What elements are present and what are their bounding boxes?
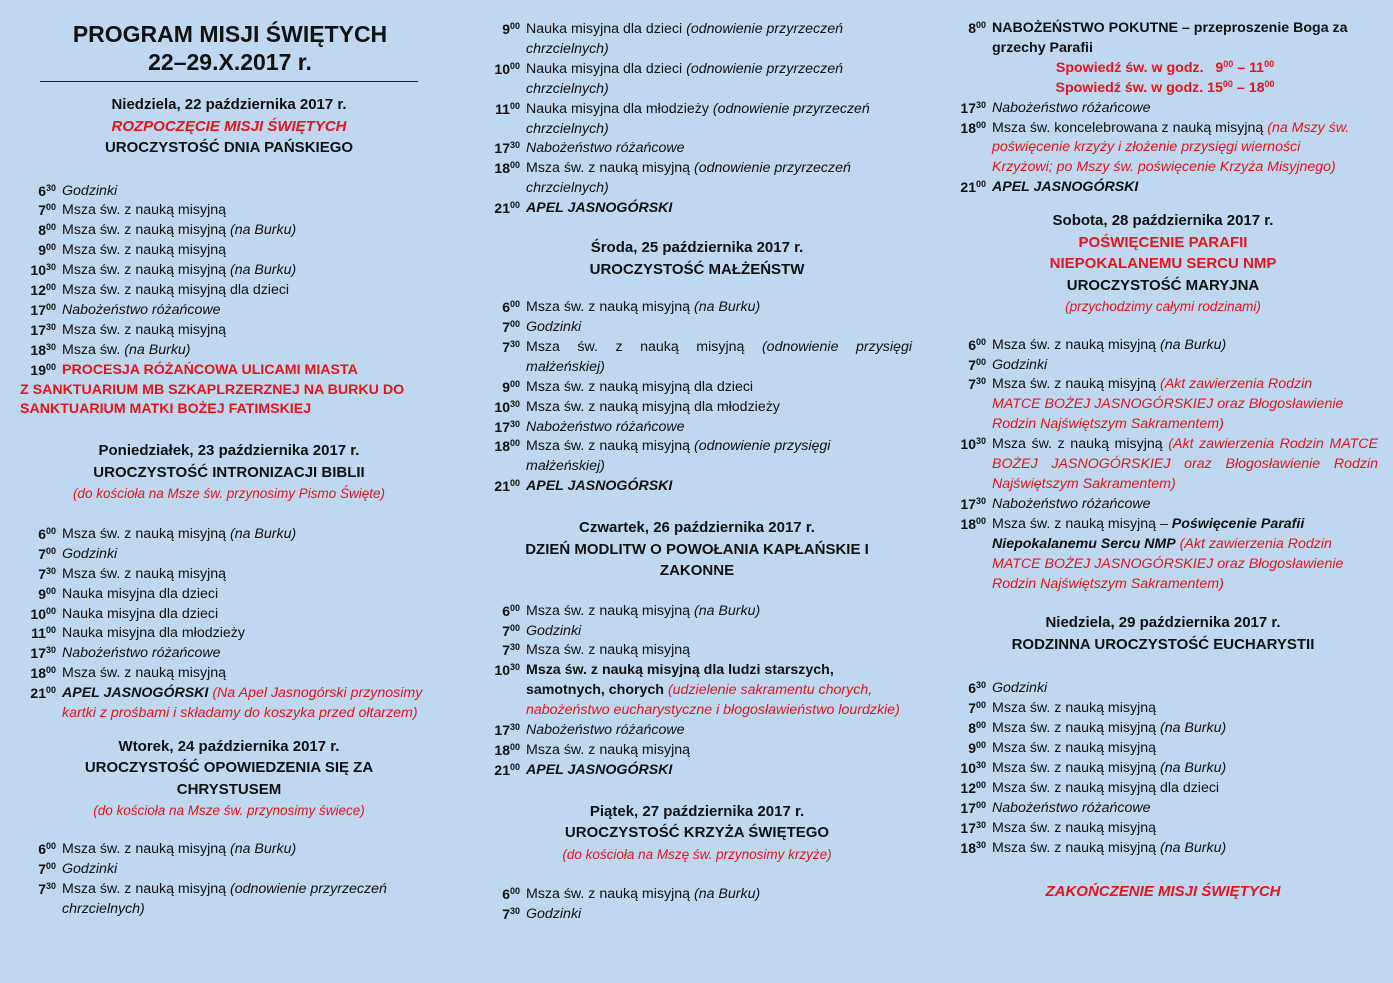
schedule-entry (482, 100, 912, 140)
schedule-list (482, 885, 912, 925)
schedule-entry (18, 644, 440, 664)
entry-text: Msza św. z nauką misyjną (992, 336, 1157, 353)
schedule-entry (482, 20, 912, 60)
schedule-list (18, 840, 440, 920)
entry-time: $7^{00}$ (502, 318, 520, 335)
entry-text: Nabożeństwo różańcowe (62, 301, 221, 318)
day-theme: UROCZYSTOŚĆ DNIA PAŃSKIEGO (104, 139, 354, 156)
entry-text: Msza św. z nauką misyjną (62, 321, 227, 338)
day-theme: UROCZYSTOŚĆ MAŁŻEŃSTW (589, 260, 805, 278)
day-header (482, 517, 912, 582)
entry-text: Msza św. z nauką misyjną (992, 700, 1157, 717)
schedule-entry (18, 525, 440, 545)
entry-text: Msza św. koncelebrowana z nauką misyjną (992, 119, 1264, 136)
day-date: Czwartek, 26 października 2017 r. (579, 519, 815, 537)
schedule-entry (482, 885, 912, 905)
schedule-entry (948, 799, 1378, 819)
entry-note: (odnowienie przyrzeczeń chrzcielnych) (526, 60, 844, 97)
schedule-entry (948, 819, 1378, 839)
schedule-entry (18, 281, 440, 301)
schedule-list (482, 298, 912, 497)
schedule-entry (482, 661, 912, 721)
entry-text: Msza św. z nauką misyjną dla dzieci (62, 282, 290, 299)
procession-line-3: SANKTUARIUM MATKI BOŻEJ FATIMSKIEJ (20, 401, 312, 418)
entry-time: $9^{00}$ (502, 21, 520, 37)
entry-text: Msza św. z nauką misyjną (526, 642, 691, 659)
entry-time: $10^{30}$ (494, 662, 520, 679)
entry-note: (na Burku) (229, 525, 297, 542)
entry-time: $7^{00}$ (38, 545, 56, 562)
day-theme-line-1: DZIEŃ MODLITW O POWOŁANIA KAPŁAŃSKIE I (525, 540, 869, 558)
day-theme: UROCZYSTOŚĆ MARYJNA (1066, 276, 1260, 294)
entry-note: (na Burku) (229, 840, 297, 857)
procession-line-2: Z SANKTUARIUM MB SZKAPLRZERZNEJ NA BURKU DO (20, 381, 405, 398)
entry-text: Msza św. z nauką misyjną dla młodzieży (526, 398, 780, 415)
entry-note: (Akt zawierzenia Rodzin MATCE BOŻEJ JASNOGÓRSKIEJ oraz Błogosławienie Rodzin Najświętszym Sakramentem) (992, 436, 1378, 492)
schedule-entry (948, 719, 1378, 739)
schedule-entry (18, 684, 440, 724)
entry-text: Msza św. z nauką misyjną – (992, 515, 1172, 532)
schedule-entry (18, 301, 440, 321)
entry-time: $18^{00}$ (494, 160, 520, 177)
schedule-entry (948, 739, 1378, 759)
day-header (948, 210, 1378, 318)
entry-text: Msza św. z nauką misyjną (526, 602, 691, 619)
schedule-entry (948, 495, 1378, 515)
entry-text: Godzinki (526, 318, 582, 335)
day-date: Niedziela, 29 października 2017 r. (1045, 614, 1281, 632)
entry-time: $10^{30}$ (30, 262, 56, 279)
entry-note: (na Burku) (1159, 839, 1227, 856)
entry-text: APEL JASNOGÓRSKI (526, 761, 673, 778)
entry-text: Msza św. z nauką misyjną (992, 376, 1157, 393)
entry-time: $10^{30}$ (494, 398, 520, 415)
schedule-list (948, 679, 1378, 858)
schedule-entry (18, 605, 440, 625)
schedule-entry (18, 201, 440, 221)
day-date: Niedziela, 22 października 2017 r. (111, 96, 347, 113)
day-theme-line-2: ZAKONNE (659, 562, 735, 580)
entry-time: $7^{30}$ (502, 338, 520, 355)
schedule-entry (18, 585, 440, 605)
entry-text: Msza św. z nauką misyjną (526, 438, 691, 455)
entry-text: Msza św. z nauką misyjną (992, 819, 1157, 836)
entry-text: Godzinki (62, 182, 118, 199)
entry-text: APEL JASNOGÓRSKI (526, 200, 673, 217)
entry-note: (na Burku) (1159, 720, 1227, 737)
entry-time: $6^{00}$ (502, 299, 520, 316)
entry-text: APEL JASNOGÓRSKI (992, 179, 1139, 196)
entry-time: $17^{30}$ (494, 140, 520, 157)
entry-time: $19^{00}$ (30, 361, 56, 378)
entry-note: (na Burku) (693, 299, 761, 316)
schedule-entry (948, 699, 1378, 719)
schedule-entry (18, 182, 440, 202)
entry-time: $21^{00}$ (960, 179, 986, 196)
day-date: Piątek, 27 października 2017 r. (589, 802, 805, 820)
entry-note: (na Burku) (693, 886, 761, 903)
entry-time: $6^{00}$ (38, 525, 56, 542)
entry-text: Nauka misyjna dla dzieci (62, 585, 219, 602)
day-header (482, 801, 912, 866)
entry-time: $7^{30}$ (38, 565, 56, 582)
entry-time: $12^{00}$ (30, 282, 56, 299)
entry-time: $8^{00}$ (38, 222, 56, 239)
entry-time: $7^{00}$ (38, 860, 56, 877)
entry-text: Msza św. z nauką misyjną dla ludzi starszych, samotnych, chorych (526, 662, 834, 699)
entry-time: $17^{30}$ (30, 645, 56, 662)
schedule-entry (948, 336, 1378, 356)
entry-text: Nauka misyjna dla młodzieży (62, 625, 245, 642)
entry-text: Godzinki (992, 356, 1048, 373)
confession-hours: Spowiedź św. w godz. $15^{00} - 18^{00}$ (1055, 78, 1275, 96)
schedule-entry (948, 515, 1378, 595)
entry-text: Msza św. z nauką misyjną (526, 338, 745, 355)
entry-text: Msza św. (62, 341, 121, 358)
day-header (948, 612, 1378, 655)
entry-text: Msza św. z nauką misyjną (62, 222, 227, 239)
entry-time: $18^{30}$ (960, 839, 986, 856)
column-1 (18, 0, 440, 920)
entry-text: Msza św. z nauką misyjną dla dzieci (526, 378, 754, 395)
schedule-entry (482, 761, 912, 781)
entry-bold: Poświęcenie Parafii Niepokalanemu Sercu NMP (992, 515, 1305, 552)
entry-time: $21^{00}$ (30, 685, 56, 702)
entry-time: $9^{00}$ (502, 378, 520, 395)
entry-time: $8^{00}$ (968, 20, 986, 36)
schedule-entry (948, 119, 1378, 179)
entry-note: (odnowienie przyrzeczeń chrzcielnych) (526, 21, 844, 57)
entry-time: $17^{30}$ (494, 722, 520, 739)
day-note: (przychodzimy całymi rodzinami) (1065, 299, 1261, 315)
entry-time: $21^{00}$ (494, 761, 520, 778)
entry-text: Msza św. z nauką misyjną (62, 840, 227, 857)
entry-text: Nabożeństwo różańcowe (992, 99, 1151, 116)
entry-time: $7^{30}$ (38, 880, 56, 897)
entry-text: APEL JASNOGÓRSKI (526, 478, 673, 495)
entry-time: $7^{30}$ (502, 906, 520, 923)
day-date: Sobota, 28 października 2017 r. (1052, 212, 1274, 230)
entry-text: Nabożeństwo różańcowe (526, 722, 685, 739)
entry-time: $21^{00}$ (494, 478, 520, 495)
entry-text: Godzinki (62, 860, 118, 877)
entry-time: $10^{00}$ (30, 605, 56, 622)
entry-time: $11^{00}$ (495, 100, 520, 117)
entry-time: $6^{00}$ (502, 886, 520, 903)
entry-text: Nauka misyjna dla dzieci (526, 60, 683, 77)
entry-text: Godzinki (62, 545, 118, 562)
schedule-entry (482, 159, 912, 199)
entry-text: Msza św. z nauką misyjną (62, 242, 227, 259)
schedule-entry (18, 321, 440, 341)
entry-note: (udzielenie sakramentu chorych, nabożeństwo eucharystyczne i błogosławieństwo lourdzkie) (526, 682, 900, 719)
entry-time: $18^{30}$ (30, 341, 56, 358)
entry-text: Msza św. z nauką misyjną (992, 740, 1157, 757)
entry-time: $7^{30}$ (968, 376, 986, 393)
schedule-entry (482, 298, 912, 318)
entry-text: Msza św. z nauką misyjną (62, 202, 227, 219)
entry-text: Msza św. z nauką misyjną (62, 665, 227, 682)
entry-time: $6^{00}$ (968, 336, 986, 353)
entry-text: Msza św. z nauką misyjną (992, 760, 1157, 777)
day-theme-red-line-2: NIEPOKALANEMU SERCU NMP (1049, 255, 1277, 273)
entry-text: Godzinki (526, 906, 582, 923)
entry-note: (na Burku) (1159, 760, 1227, 777)
entry-note: (Akt zawierzenia Rodzin MATCE BOŻEJ JASNOGÓRSKIEJ oraz Błogosławienie Rodzin Najświętszym Sakramentem) (992, 535, 1344, 592)
schedule-entry (18, 341, 440, 361)
entry-time: $7^{00}$ (502, 622, 520, 639)
entry-text: Msza św. z nauką misyjną (992, 720, 1157, 737)
entry-text: Nabożeństwo różańcowe (992, 495, 1151, 512)
entry-text: Nauka misyjna dla dzieci (526, 21, 683, 37)
entry-time: $10^{00}$ (494, 60, 520, 77)
entry-time: $10^{30}$ (960, 760, 986, 777)
entry-time: $7^{00}$ (968, 700, 986, 717)
schedule-list (482, 20, 912, 219)
entry-note: (na Burku) (693, 602, 761, 619)
page-title (40, 20, 420, 76)
entry-time: $18^{00}$ (960, 119, 986, 136)
schedule-entry (482, 477, 912, 497)
day-header (18, 440, 440, 505)
day-header (482, 237, 912, 280)
entry-text: Nauka misyjna dla dzieci (62, 605, 219, 622)
schedule-entry (18, 261, 440, 281)
entry-time: $6^{30}$ (968, 680, 986, 697)
entry-time: $7^{00}$ (968, 356, 986, 373)
schedule-entry (482, 139, 912, 159)
entry-text: Msza św. z nauką misyjną dla dzieci (992, 779, 1220, 796)
entry-time: $18^{00}$ (960, 515, 986, 532)
entry-text: Godzinki (526, 622, 582, 639)
schedule-entry (948, 679, 1378, 699)
schedule-entry (18, 624, 440, 644)
schedule-entry (482, 318, 912, 338)
title-line-1: PROGRAM MISJI ŚWIĘTYCH (72, 21, 388, 47)
entry-text: Msza św. z nauką misyjną (526, 160, 691, 177)
schedule-entry (482, 641, 912, 661)
entry-note: (na Burku) (1159, 336, 1227, 353)
entry-text: Godzinki (992, 680, 1048, 697)
entry-note: (odnowienie przysięgi małżeńskiej) (526, 438, 831, 475)
entry-time: $17^{30}$ (960, 819, 986, 836)
entry-text: Nabożeństwo różańcowe (526, 140, 685, 157)
entry-time: $11^{00}$ (31, 625, 56, 642)
schedule-entry (482, 338, 912, 378)
entry-note: (odnowienie przyrzeczeń chrzcielnych) (62, 880, 387, 917)
entry-time: $9^{00}$ (38, 585, 56, 602)
title-line-2: 22–29.X.2017 r. (148, 49, 312, 75)
day-theme: UROCZYSTOŚĆ KRZYŻA ŚWIĘTEGO (564, 824, 830, 842)
schedule-entry (482, 60, 912, 100)
day-note: (do kościoła na Msze św. przynosimy świece) (93, 803, 365, 819)
entry-text: PROCESJA RÓŻAŃCOWA ULICAMI MIASTA (62, 361, 358, 378)
schedule-entry (948, 759, 1378, 779)
day-theme-red-line-1: POŚWIĘCENIE PARAFII (1078, 233, 1248, 251)
entry-note: (odnowienie przyrzeczeń chrzcielnych) (526, 100, 870, 137)
entry-time: $17^{00}$ (960, 799, 986, 816)
entry-time: $6^{30}$ (38, 182, 56, 199)
schedule-entry (948, 19, 1378, 59)
entry-text: APEL JASNOGÓRSKI (62, 685, 209, 702)
entry-time: $18^{00}$ (494, 741, 520, 758)
day-date: Poniedziałek, 23 października 2017 r. (98, 442, 360, 460)
schedule-list (18, 182, 440, 421)
column-3 (948, 0, 1378, 902)
entry-note: (Na Apel Jasnogórski przynosimy kartki z prośbami i składamy do koszyka przed ołtarzem) (62, 685, 423, 722)
schedule-entry (482, 378, 912, 398)
schedule-entry (482, 602, 912, 622)
schedule-entry (948, 779, 1378, 799)
entry-note: (Akt zawierzenia Rodzin MATCE BOŻEJ JASNOGÓRSKIEJ oraz Błogosławienie Rodzin Najświętszym Sakramentem) (992, 376, 1344, 433)
day-date: Wtorek, 24 października 2017 r. (118, 737, 340, 755)
entry-note: (odnowienie przyrzeczeń chrzcielnych) (526, 160, 851, 197)
entry-time: $6^{00}$ (502, 602, 520, 619)
day-date: Środa, 25 października 2017 r. (590, 239, 804, 257)
entry-time: $17^{00}$ (30, 301, 56, 318)
title-divider (40, 81, 418, 82)
entry-text: Msza św. z nauką misyjną (992, 839, 1157, 856)
schedule-entry (482, 721, 912, 741)
closing-text: ZAKOŃCZENIE MISJI ŚWIĘTYCH (1045, 882, 1281, 900)
day-note: (do kościoła na Mszę św. przynosimy krzyże) (562, 846, 832, 862)
entry-time: $9^{00}$ (38, 242, 56, 259)
entry-time: $7^{00}$ (38, 202, 56, 219)
schedule-entry (948, 99, 1378, 119)
schedule-entry (18, 840, 440, 860)
schedule-entry (18, 565, 440, 585)
schedule-list (948, 336, 1378, 595)
entry-time: $8^{00}$ (968, 720, 986, 737)
entry-time: $17^{30}$ (30, 321, 56, 338)
schedule-entry (18, 880, 440, 920)
entry-text: Nauka misyjna dla młodzieży (526, 100, 709, 117)
entry-time: $18^{00}$ (30, 665, 56, 682)
entry-text: Msza św. z nauką misyjną (526, 741, 691, 758)
day-note: (do kościoła na Msze św. przynosimy Pismo Święte) (72, 486, 386, 502)
day-theme: RODZINNA UROCZYSTOŚĆ EUCHARYSTII (1011, 635, 1315, 653)
entry-note: (na Burku) (229, 262, 297, 279)
entry-text: Msza św. z nauką misyjną (992, 436, 1163, 453)
entry-time: $21^{00}$ (494, 200, 520, 217)
schedule-entry (18, 545, 440, 565)
entry-time: $18^{00}$ (494, 438, 520, 455)
closing-banner (948, 881, 1378, 903)
day-theme: UROCZYSTOŚĆ INTRONIZACJI BIBLII (93, 463, 365, 481)
entry-note: (na Mszy św. poświęcenie krzyży i złożenie przysięgi wierności Krzyżowi; po Mszy św. poświęcenie Krzyża Misyjnego) (992, 119, 1350, 176)
schedule-entry (482, 905, 912, 925)
day-theme-line-2: CHRYSTUSEM (176, 780, 282, 798)
schedule-list (18, 525, 440, 724)
column-2 (482, 0, 912, 925)
schedule-entry (948, 356, 1378, 376)
day-header (18, 736, 440, 822)
entry-note: (odnowienie przysięgi małżeńskiej) (526, 338, 912, 375)
schedule-entry (948, 435, 1378, 495)
entry-text: Msza św. z nauką misyjną (526, 299, 691, 316)
entry-note: (na Burku) (124, 341, 191, 358)
entry-text: Msza św. z nauką misyjną (526, 886, 691, 903)
day-theme-line-1: UROCZYSTOŚĆ OPOWIEDZENIA SIĘ ZA (84, 759, 374, 777)
schedule-entry (18, 221, 440, 241)
entry-time: $17^{30}$ (960, 495, 986, 512)
schedule-entry (482, 418, 912, 438)
entry-text: Msza św. z nauką misyjną (62, 565, 227, 582)
entry-time: $10^{30}$ (960, 436, 986, 453)
schedule-entry (948, 839, 1378, 859)
schedule-entry (948, 178, 1378, 198)
entry-time: $17^{30}$ (960, 99, 986, 116)
schedule-entry (482, 622, 912, 642)
schedule-list (482, 602, 912, 781)
entry-text: Nabożeństwo różańcowe (526, 418, 685, 435)
schedule-entry (482, 398, 912, 418)
entry-time: $12^{00}$ (960, 779, 986, 796)
entry-text: Nabożeństwo różańcowe (992, 799, 1151, 816)
confession-hours: Spowiedź św. w godz. $9^{00} - 11^{00}$ (1055, 58, 1275, 76)
schedule-entry (18, 860, 440, 880)
entry-text: NABOŻEŃSTWO POKUTNE – przeproszenie Boga za grzechy Parafii (992, 20, 1348, 56)
entry-note: (na Burku) (229, 222, 297, 239)
entry-text: Msza św. z nauką misyjną (62, 262, 227, 279)
schedule-list (948, 19, 1378, 198)
schedule-entry (482, 437, 912, 477)
day-theme-red: ROZPOCZĘCIE MISJI ŚWIĘTYCH (111, 117, 347, 135)
schedule-entry (482, 199, 912, 219)
day-header (18, 94, 440, 159)
entry-time: $6^{00}$ (38, 840, 56, 857)
entry-text: Nabożeństwo różańcowe (62, 645, 221, 662)
schedule-entry (18, 664, 440, 684)
entry-time: $9^{00}$ (968, 740, 986, 757)
schedule-entry (18, 241, 440, 261)
entry-text: Msza św. z nauką misyjną (62, 525, 227, 542)
entry-text: Msza św. z nauką misyjną (62, 880, 227, 897)
schedule-entry (18, 361, 440, 381)
entry-time: $7^{30}$ (502, 642, 520, 659)
schedule-entry (482, 741, 912, 761)
entry-time: $17^{30}$ (494, 418, 520, 435)
schedule-entry (948, 375, 1378, 435)
